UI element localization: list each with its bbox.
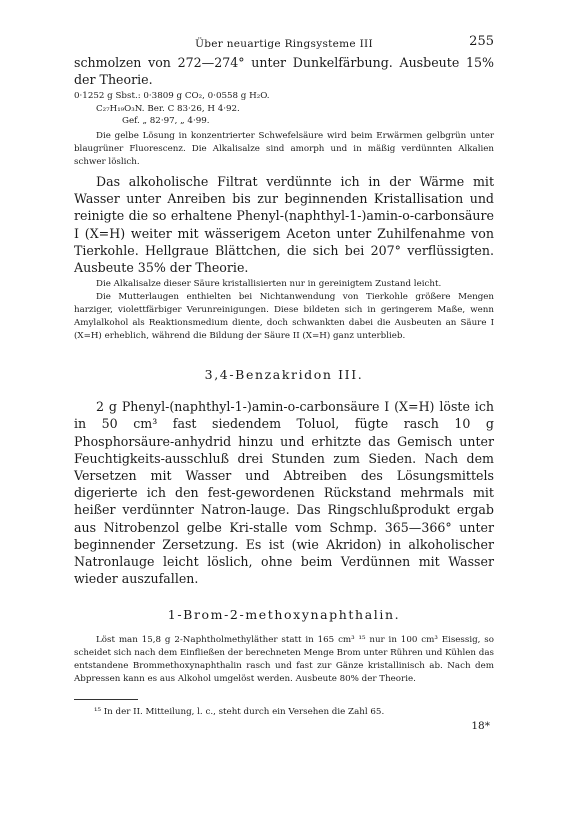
analysis-calculated-line: C₂₇H₁₉O₃N. Ber. C 83·26, H 4·92. <box>96 103 240 114</box>
running-header <box>74 32 494 54</box>
section-heading-brom-methoxynaphthalin: 1-Brom-2-methoxynaphthalin. <box>167 607 401 623</box>
signature-mark: 18* <box>471 720 490 733</box>
analysis-found-line: Gef. „ 82·97, „ 4·99. <box>122 116 210 127</box>
page-number: 255 <box>469 34 494 49</box>
note-mother-liquors: Die Mutterlaugen enthielten bei Nichtanwendung von Tierkohle größere Mengen harziger, violettfärbiger Verunreinigungen. Diese bildeten sich in geringerem Maße, wenn Amylalkohol als Reaktionsmedium diente, doch schwankten dabei die Ausbeuten an Säure I (X=H) erheblich, während die Bildung der Säure II (X=H) ganz unterblieb. <box>74 292 494 342</box>
footnote-divider <box>74 699 138 700</box>
note-bromination: Löst man 15,8 g 2-Naphtholmethyläther statt in 165 cm³ ¹⁵ nur in 100 cm³ Eisessig, so scheidet sich nach dem Einfließen der berechneten Menge Brom unter Rühren und Kühlen das entstandene Brommethoxynaphthalin rasch und fast zur Gänze kristallinisch ab. Nach dem Abpressen kann es aus Alkohol umgelöst werden. Ausbeute 80% der Theorie. <box>74 635 494 685</box>
paragraph-yield: schmolzen von 272—274° unter Dunkelfärbung. Ausbeute 15% der Theorie. <box>74 55 494 88</box>
running-title: Über neuartige Ringsysteme III <box>195 38 373 50</box>
section-heading-benzakridon: 3,4-Benzakridon III. <box>204 367 364 383</box>
note-alkali-salts: Die Alkalisalze dieser Säure kristallisierten nur in gereinigtem Zustand leicht. <box>96 279 442 290</box>
page <box>74 32 494 732</box>
footnote-15: ¹⁵ In der II. Mitteilung, l. c., steht durch ein Versehen die Zahl 65. <box>94 707 385 718</box>
analysis-sample-line: 0·1252 g Sbst.: 0·3809 g CO₂, 0·0558 g H₂O. <box>74 91 270 102</box>
paragraph-filtrate: Das alkoholische Filtrat verdünnte ich in der Wärme mit Wasser unter Anreiben bis zur beginnenden Kristallisation und reinigte die so erhaltene Phenyl-(naphthyl-1-)amin-o-carbonsäure I (X=H) weiter mit wässerigem Aceton unter Zuhilfenahme von Tierkohle. Hellgraue Blättchen, die sich bei 207° verflüssigten. Ausbeute 35% der Theorie. <box>74 173 494 275</box>
paragraph-benzakridon: 2 g Phenyl-(naphthyl-1-)amin-o-carbonsäure I (X=H) löste ich in 50 cm³ fast siedendem Toluol, fügte rasch 10 g Phosphorsäure-anhydrid hinzu und erhitzte das Gemisch unter Feuchtigkeits-ausschluß drei Stunden zum Sieden. Nach dem Versetzen mit Wasser und Abtreiben des Lösungsmittels digerierte ich den fest-gewordenen Rückstand mehrmals mit heißer verdünnter Natron-lauge. Das Ringschlußprodukt ergab aus Nitrobenzol gelbe Kri-stalle vom Schmp. 365—366° unter beginnender Zersetzung. Es ist (wie Akridon) in alkoholischer Natronlauge leicht löslich, ohne beim Verdünnen mit Wasser wieder auszufallen. <box>74 399 494 587</box>
elemental-analysis <box>74 90 494 128</box>
note-sulfuric-acid-solution: Die gelbe Lösung in konzentrierter Schwefelsäure wird beim Erwärmen gelbgrün unter blaugrüner Fluorescenz. Die Alkalisalze sind amorph und in mäßig verdünnten Alkalien schwer löslich. <box>74 130 494 167</box>
